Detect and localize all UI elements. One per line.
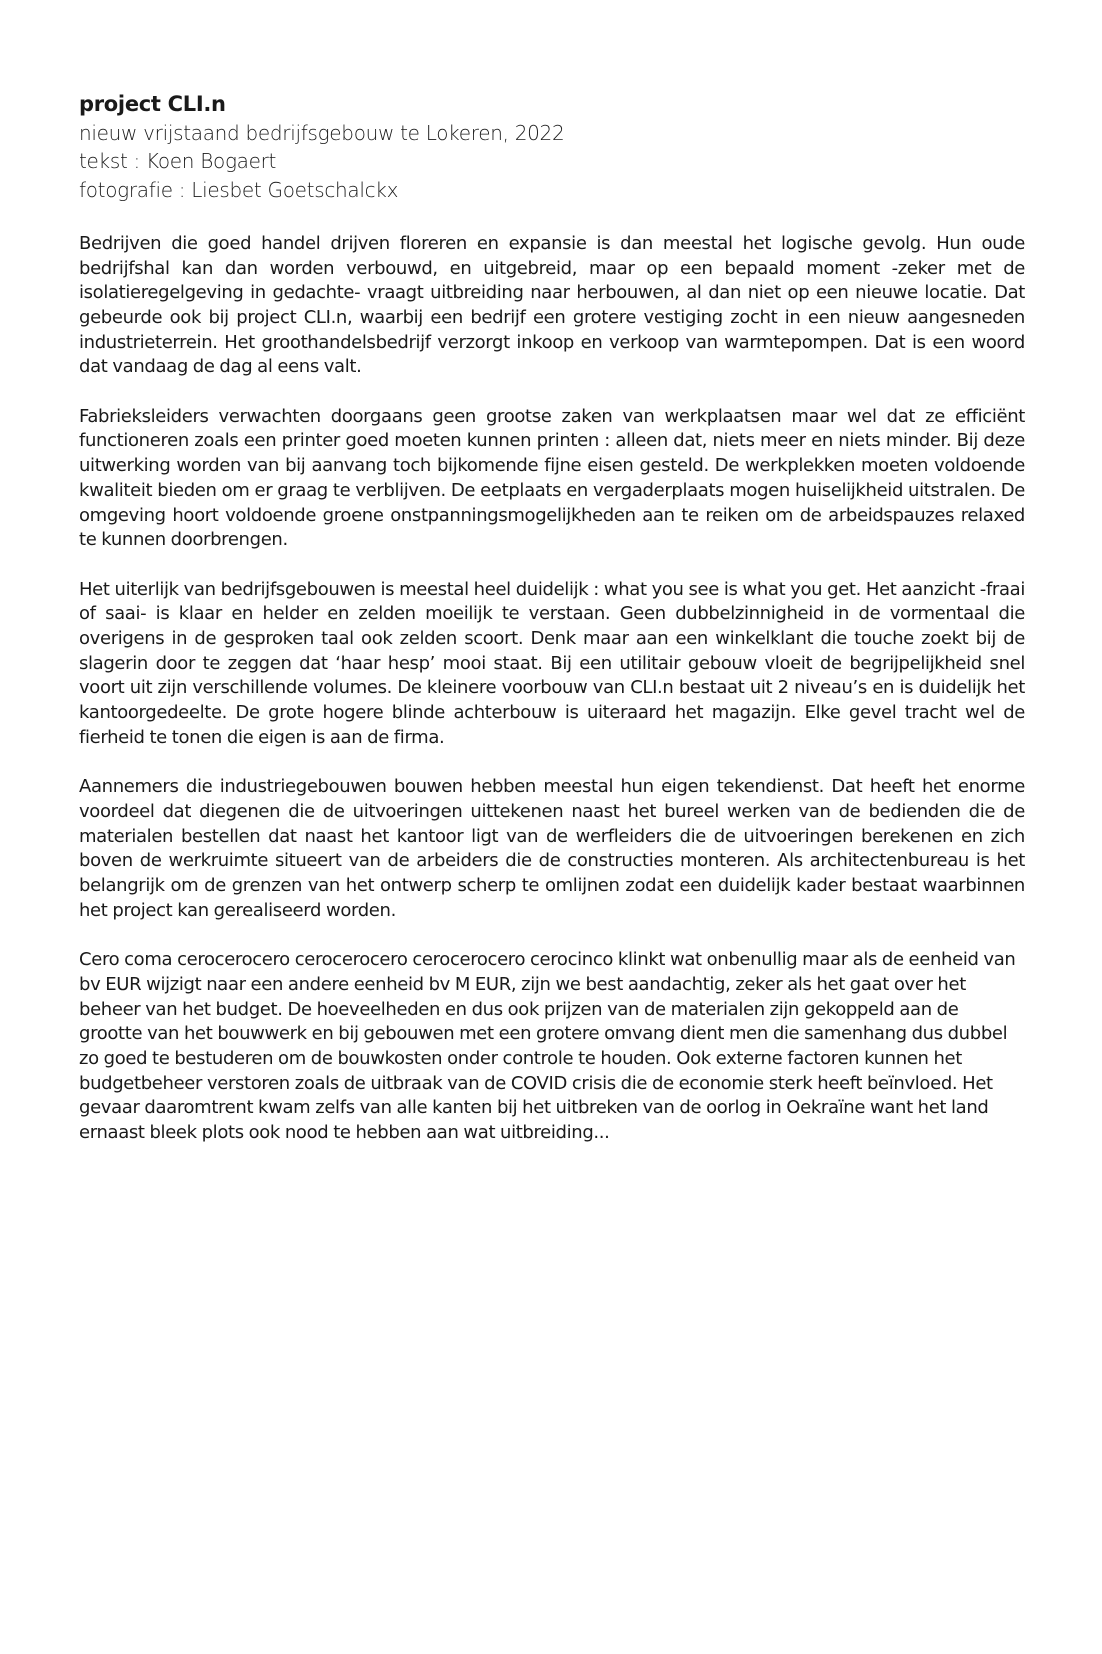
text-credit: tekst : Koen Bogaert <box>79 149 277 174</box>
article-header <box>79 90 1025 205</box>
paragraph: Het uiterlijk van bedrijfsgebouwen is meestal heel duidelijk : what you see is what you get. Het aanzicht -fraai of saai- is klaar en helder en zelden moeilijk te verstaan. Geen dubbelzinnigheid in de vormentaal die overigens in de gesproken taal ook zelden scoort. Denk maar aan een winkelklant die touche zoekt bij de slagerin door te zeggen dat ‘haar hesp’ mooi staat. Bij een utilitair gebouw vloeit de begrijpelijkheid snel voort uit zijn verschillende volumes. De kleinere voorbouw van CLI.n bestaat uit 2 niveau’s en is duidelijk het kantoorgedeelte. De grote hogere blinde achterbouw is uiteraard het magazijn. Elke gevel tracht wel de fierheid te tonen die eigen is aan de firma. <box>79 578 1025 748</box>
paragraph: Bedrijven die goed handel drijven floreren en expansie is dan meestal het logische gevolg. Hun oude bedrijfshal kan dan worden verbouwd, en uitgebreid, maar op een bepaald moment -zeker met de isolatieregelgeving in gedachte- vraagt uitbreiding naar herbouwen, al dan niet op een nieuwe locatie. Dat gebeurde ook bij project CLI.n, waarbij een bedrijf een grotere vestiging zocht in een nieuw aangesneden industrieterrein. Het groothandelsbedrijf verzorgt inkoop en verkoop van warmtepompen. Dat is een woord dat vandaag de dag al eens valt. <box>79 232 1025 378</box>
paragraph: Aannemers die industriegebouwen bouwen hebben meestal hun eigen tekendienst. Dat heeft het enorme voordeel dat diegenen die de uitvoeringen uittekenen naast het bureel werken van de bedienden die de materialen bestellen dat naast het kantoor ligt van de werfleiders die de uitvoeringen berekenen en zich boven de werkruimte situeert van de arbeiders die de constructies monteren. Als architectenbureau is het belangrijk om de grenzen van het ontwerp scherp te omlijnen zodat een duidelijk kader bestaat waarbinnen het project kan gerealiseerd worden. <box>79 776 1025 921</box>
photo-credit: fotografie : Liesbet Goetschalckx <box>79 178 399 203</box>
document-page <box>79 90 1025 1170</box>
paragraph: Cero coma cerocerocero cerocerocero cerocerocero cerocinco klinkt wat onbenullig maar als de eenheid van bv EUR wijzigt naar een andere eenheid bv M EUR, zijn we best aandachtig, zeker als het gaat over het beheer van het budget. De hoeveelheden en dus ook prijzen van de materialen zijn gekoppeld aan de grootte van het bouwwerk en bij gebouwen met een grotere omvang dient men die samenhang dus dubbel zo goed te bestuderen om de bouwkosten onder controle te houden. Ook externe factoren kunnen het budgetbeheer verstoren zoals de uitbraak van de COVID crisis die de economie sterk heeft beïnvloed. Het gevaar daaromtrent kwam zelfs van alle kanten bij het uitbreken van de oorlog in Oekraïne want het land ernaast bleek plots ook nood te hebben aan wat uitbreiding... <box>79 949 1016 1144</box>
article-title: project CLI.n <box>79 92 226 116</box>
paragraph: Fabrieksleiders verwachten doorgaans geen grootse zaken van werkplaatsen maar wel dat ze efficiënt functioneren zoals een printer goed moeten kunnen printen : alleen dat, niets meer en niets minder. Bij deze uitwerking worden van bij aanvang toch bijkomende fijne eisen gesteld. De werkplekken moeten voldoende kwaliteit bieden om er graag te verblijven. De eetplaats en vergaderplaats mogen huiselijkheid uitstralen. De omgeving hoort voldoende groene onstpanningsmogelijkheden aan te reiken om de arbeidspauzes relaxed te kunnen doorbrengen. <box>79 405 1025 551</box>
article-body <box>79 232 1025 1146</box>
article-subtitle: nieuw vrijstaand bedrijfsgebouw te Lokeren, 2022 <box>79 120 565 145</box>
